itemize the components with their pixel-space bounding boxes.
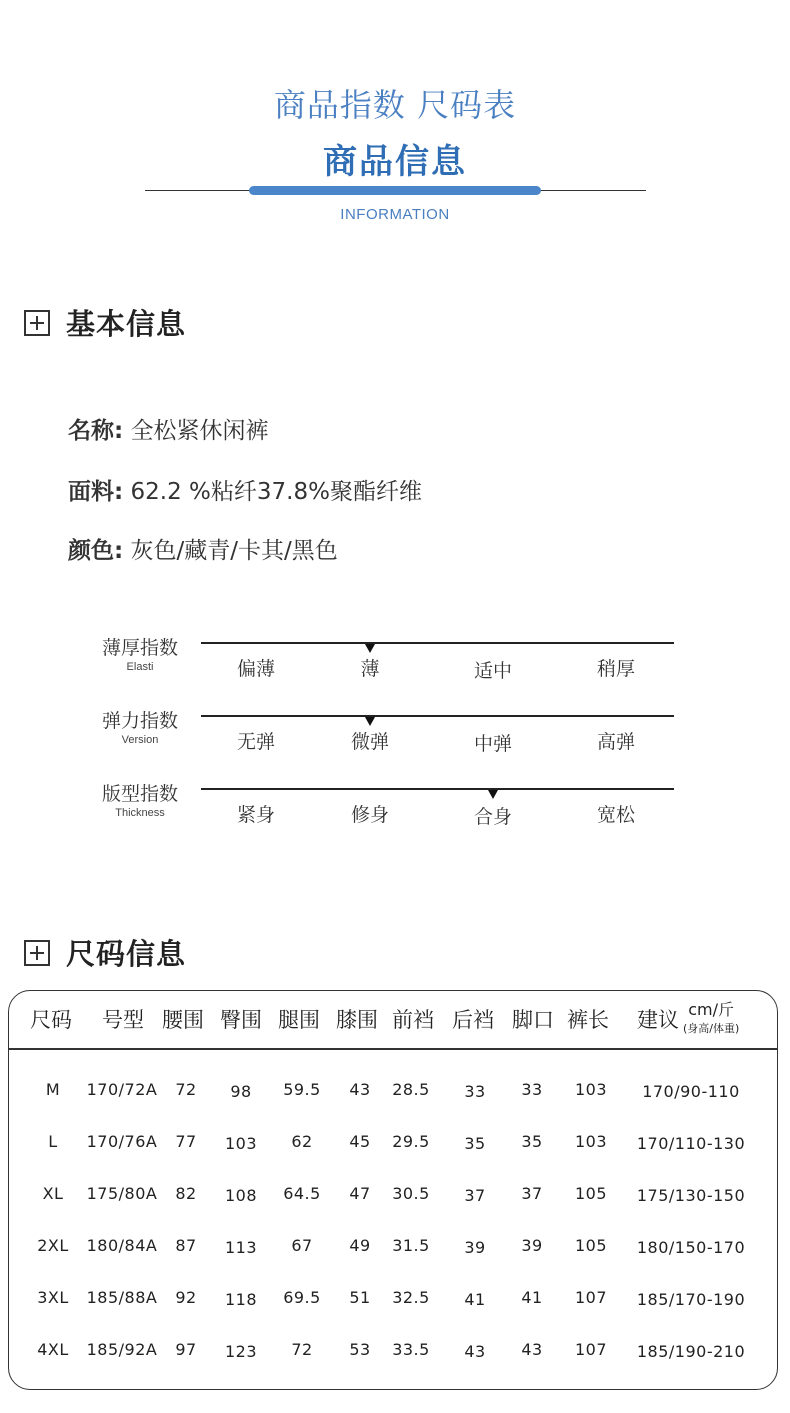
index-label-en: Thickness bbox=[115, 807, 165, 819]
table-header-cell: 腿围 bbox=[278, 1008, 320, 1032]
table-cell: 43 bbox=[464, 1342, 486, 1361]
index-label-cn: 薄厚指数 bbox=[101, 637, 178, 659]
index-label-en: Version bbox=[121, 734, 159, 746]
unit-top: cm/斤 bbox=[688, 1000, 735, 1019]
index-option: 适中 bbox=[473, 660, 512, 682]
unit-bottom: (身高/体重) bbox=[683, 1022, 740, 1035]
index-option: 宽松 bbox=[596, 804, 635, 826]
table-header-cell: 建议 bbox=[637, 1008, 679, 1032]
table-header-cell: 前裆 bbox=[392, 1008, 434, 1032]
table-cell: 123 bbox=[224, 1342, 258, 1361]
table-cell: 82 bbox=[175, 1184, 197, 1203]
table-cell: 41 bbox=[464, 1290, 486, 1309]
table-cell: 103 bbox=[574, 1132, 608, 1151]
table-cell: 170/72A bbox=[86, 1080, 158, 1099]
table-cell: 35 bbox=[521, 1132, 543, 1151]
index-label bbox=[92, 633, 188, 673]
size-table-header-divider bbox=[8, 1048, 778, 1050]
header-english: INFORMATION bbox=[340, 206, 450, 223]
table-cell: 108 bbox=[224, 1186, 258, 1205]
table-header-cell: 膝围 bbox=[336, 1008, 378, 1032]
basic-section-title: 基本信息 bbox=[66, 307, 187, 341]
table-cell: 53 bbox=[349, 1340, 371, 1359]
table-cell: 175/130-150 bbox=[636, 1186, 746, 1205]
table-cell: 180/84A bbox=[86, 1236, 158, 1255]
table-header-cell: 号型 bbox=[102, 1008, 144, 1032]
index-option: 合身 bbox=[473, 806, 512, 828]
index-label bbox=[92, 779, 188, 819]
table-cell: 51 bbox=[349, 1288, 371, 1307]
info-label: 名称: bbox=[68, 418, 124, 444]
plus-square-icon bbox=[24, 940, 50, 966]
table-cell: 33 bbox=[521, 1080, 543, 1099]
table-cell: 185/170-190 bbox=[636, 1290, 746, 1309]
header-title: 商品信息 bbox=[323, 142, 467, 182]
table-cell: 98 bbox=[230, 1082, 252, 1101]
table-cell: 30.5 bbox=[392, 1184, 430, 1203]
table-cell: 92 bbox=[175, 1288, 197, 1307]
table-cell: 2XL bbox=[37, 1236, 69, 1255]
table-cell: 72 bbox=[175, 1080, 197, 1099]
table-cell: 107 bbox=[574, 1288, 608, 1307]
table-cell: 33.5 bbox=[392, 1340, 430, 1359]
table-cell: XL bbox=[42, 1184, 64, 1203]
size-section-title: 尺码信息 bbox=[66, 937, 187, 971]
table-cell: 170/110-130 bbox=[636, 1134, 746, 1153]
plus-square-icon bbox=[24, 310, 50, 336]
table-cell: 33 bbox=[464, 1082, 486, 1101]
table-cell: 113 bbox=[224, 1238, 258, 1257]
table-cell: 59.5 bbox=[283, 1080, 321, 1099]
index-option: 无弹 bbox=[236, 731, 275, 753]
index-option: 修身 bbox=[350, 804, 389, 826]
basic-section-heading bbox=[24, 302, 186, 343]
table-cell: 105 bbox=[574, 1184, 608, 1203]
table-header-cell: 臀围 bbox=[220, 1008, 262, 1032]
table-cell: 77 bbox=[175, 1132, 197, 1151]
table-cell: 170/76A bbox=[86, 1132, 158, 1151]
index-option: 偏薄 bbox=[236, 658, 275, 680]
table-cell: 3XL bbox=[37, 1288, 69, 1307]
table-cell: 31.5 bbox=[392, 1236, 430, 1255]
index-option: 高弹 bbox=[596, 731, 635, 753]
table-cell: 43 bbox=[521, 1340, 543, 1359]
table-cell: 28.5 bbox=[392, 1080, 430, 1099]
table-header-cell: 脚口 bbox=[512, 1008, 554, 1032]
table-cell: 32.5 bbox=[392, 1288, 430, 1307]
table-cell: 45 bbox=[349, 1132, 371, 1151]
table-cell: 62 bbox=[291, 1132, 313, 1151]
header-accent-bar bbox=[249, 186, 541, 195]
index-option: 薄 bbox=[360, 658, 380, 680]
index-label bbox=[92, 706, 188, 746]
table-header-cell: 后裆 bbox=[452, 1008, 494, 1032]
table-cell: 39 bbox=[464, 1238, 486, 1257]
table-cell: 41 bbox=[521, 1288, 543, 1307]
index-label-en: Elasti bbox=[126, 661, 154, 673]
table-cell: 37 bbox=[521, 1184, 543, 1203]
table-cell: 64.5 bbox=[283, 1184, 321, 1203]
index-marker-icon bbox=[365, 644, 375, 653]
table-cell: 29.5 bbox=[392, 1132, 430, 1151]
table-header-cell: 尺码 bbox=[30, 1008, 72, 1032]
table-cell: 185/88A bbox=[86, 1288, 158, 1307]
info-label: 面料: bbox=[68, 479, 124, 505]
table-cell: 107 bbox=[574, 1340, 608, 1359]
info-value: 62.2 %粘纤37.8%聚酯纤维 bbox=[130, 479, 422, 505]
table-cell: M bbox=[45, 1080, 61, 1099]
index-option: 中弹 bbox=[473, 733, 512, 755]
table-cell: 103 bbox=[224, 1134, 258, 1153]
table-cell: 175/80A bbox=[86, 1184, 158, 1203]
table-cell: 72 bbox=[291, 1340, 313, 1359]
info-value: 灰色/藏青/卡其/黑色 bbox=[130, 538, 338, 564]
table-cell: 118 bbox=[224, 1290, 258, 1309]
header-subtitle: 商品指数 尺码表 bbox=[273, 86, 517, 124]
unit-note bbox=[683, 997, 739, 1036]
index-scale-line bbox=[201, 788, 674, 790]
table-cell: 37 bbox=[464, 1186, 486, 1205]
info-label: 颜色: bbox=[68, 538, 124, 564]
index-option: 微弹 bbox=[350, 731, 389, 753]
info-row-name bbox=[68, 412, 269, 445]
table-cell: 47 bbox=[349, 1184, 371, 1203]
size-section-heading bbox=[24, 932, 186, 973]
table-cell: 97 bbox=[175, 1340, 197, 1359]
table-cell: 185/190-210 bbox=[636, 1342, 746, 1361]
table-cell: 39 bbox=[521, 1236, 543, 1255]
index-label-cn: 版型指数 bbox=[101, 783, 178, 805]
index-marker-icon bbox=[365, 717, 375, 726]
info-row-color bbox=[68, 532, 338, 565]
table-cell: 67 bbox=[291, 1236, 313, 1255]
table-cell: L bbox=[48, 1132, 58, 1151]
index-scale-line bbox=[201, 715, 674, 717]
table-header-cell: 腰围 bbox=[162, 1008, 204, 1032]
table-header-cell: 裤长 bbox=[567, 1008, 609, 1032]
index-option: 稍厚 bbox=[596, 658, 635, 680]
index-scale-line bbox=[201, 642, 674, 644]
info-row-fabric bbox=[68, 473, 422, 506]
table-cell: 87 bbox=[175, 1236, 197, 1255]
table-cell: 35 bbox=[464, 1134, 486, 1153]
table-cell: 4XL bbox=[37, 1340, 69, 1359]
table-cell: 43 bbox=[349, 1080, 371, 1099]
table-cell: 69.5 bbox=[283, 1288, 321, 1307]
table-cell: 180/150-170 bbox=[636, 1238, 746, 1257]
index-marker-icon bbox=[488, 790, 498, 799]
table-cell: 49 bbox=[349, 1236, 371, 1255]
index-label-cn: 弹力指数 bbox=[101, 710, 178, 732]
info-value: 全松紧休闲裤 bbox=[130, 418, 269, 444]
table-cell: 170/90-110 bbox=[642, 1082, 740, 1101]
table-cell: 105 bbox=[574, 1236, 608, 1255]
table-cell: 103 bbox=[574, 1080, 608, 1099]
table-cell: 185/92A bbox=[86, 1340, 158, 1359]
index-option: 紧身 bbox=[236, 804, 275, 826]
